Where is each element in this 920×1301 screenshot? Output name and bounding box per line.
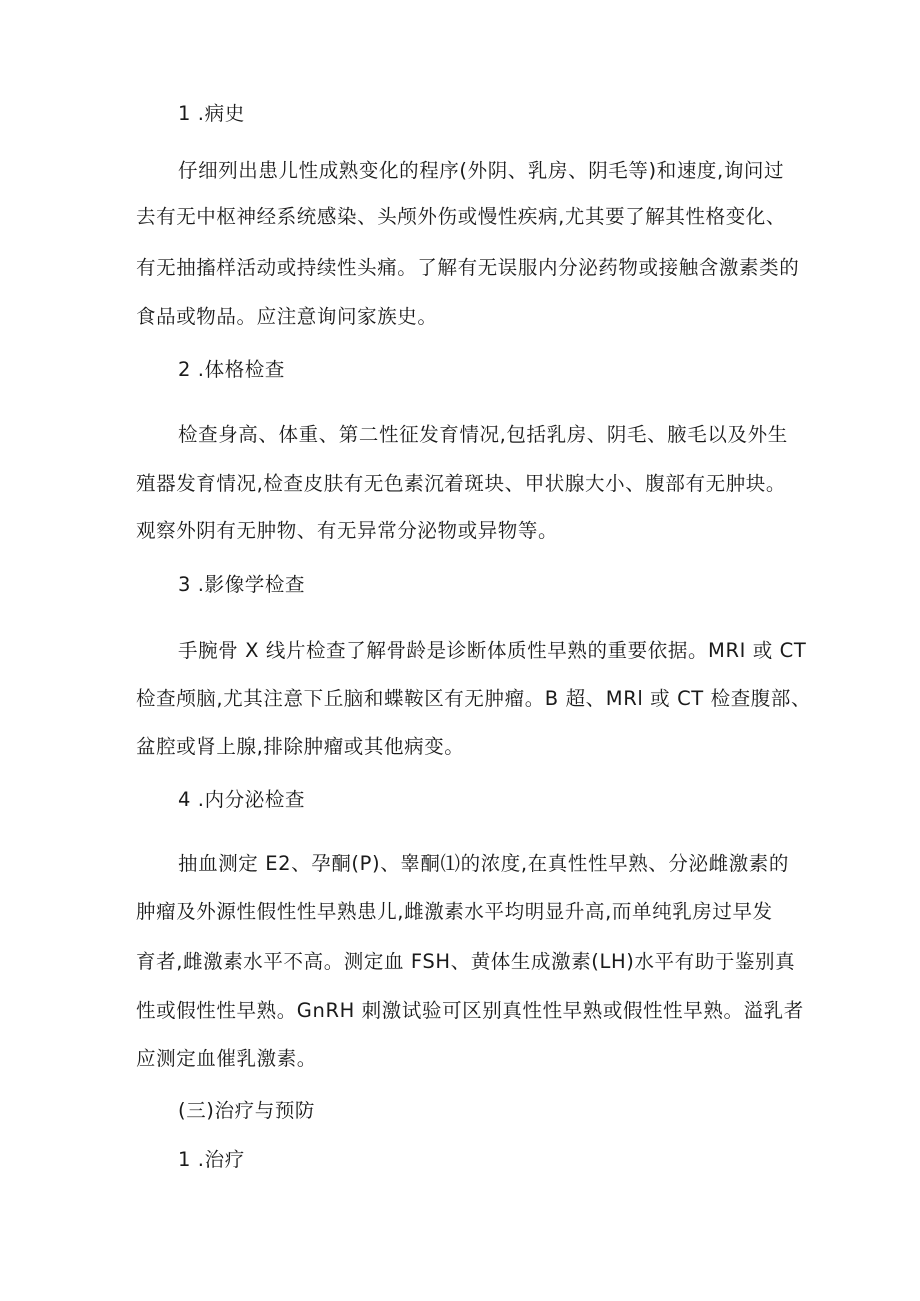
paragraph-line: 检查身高、体重、第二性征发育情况,包括乳房、阴毛、腋毛以及外生: [178, 423, 788, 446]
section-heading-imaging: 3 .影像学检查: [178, 573, 306, 596]
paragraph-line: 仔细列出患儿性成熟变化的程序(外阴、乳房、阴毛等)和速度,询问过: [178, 159, 785, 182]
paragraph-line: 食品或物品。应注意询问家族史。: [136, 305, 438, 328]
paragraph-line: 盆腔或肾上腺,排除肿瘤或其他病变。: [136, 735, 465, 758]
section-heading-physical-exam: 2 .体格检查: [178, 358, 286, 381]
paragraph-line: 有无抽搐样活动或持续性头痛。了解有无误服内分泌药物或接触含激素类的: [136, 256, 800, 279]
paragraph-line: 肿瘤及外源性假性性早熟患儿,雌激素水平均明显升高,而单纯乳房过早发: [136, 900, 773, 923]
paragraph-line: 检查颅脑,尤其注意下丘脑和蝶鞍区有无肿瘤。B 超、MRl 或 CT 检查腹部、: [136, 687, 812, 710]
paragraph-line: 去有无中枢神经系统感染、头颅外伤或慢性疾病,尤其要了解其性格变化、: [136, 205, 786, 228]
paragraph-line: 性或假性性早熟。GnRH 刺激试验可区别真性性早熟或假性性早熟。溢乳者: [136, 999, 804, 1022]
section-heading-history: 1 .病史: [178, 102, 245, 125]
paragraph-line: 育者,雌激素水平不高。测定血 FSH、黄体生成激素(LH)水平有助于鉴别真: [136, 950, 796, 973]
paragraph-line: 应测定血催乳激素。: [136, 1047, 317, 1070]
paragraph-line: 观察外阴有无肿物、有无异常分泌物或异物等。: [136, 519, 559, 542]
paragraph-line: 手腕骨 X 线片检查了解骨龄是诊断体质性早熟的重要依据。MRI 或 CT: [178, 639, 807, 662]
section-heading-treatment-prevention: (三)治疗与预防: [178, 1099, 316, 1122]
paragraph-line: 殖器发育情况,检查皮肤有无色素沉着斑块、甲状腺大小、腹部有无肿块。: [136, 472, 786, 495]
section-heading-treatment: 1 .治疗: [178, 1148, 245, 1171]
paragraph-line: 抽血测定 E2、孕酮(P)、睾酮⑴的浓度,在真性性早熟、分泌雌激素的: [178, 852, 789, 875]
section-heading-endocrine: 4 .内分泌检查: [178, 788, 306, 811]
